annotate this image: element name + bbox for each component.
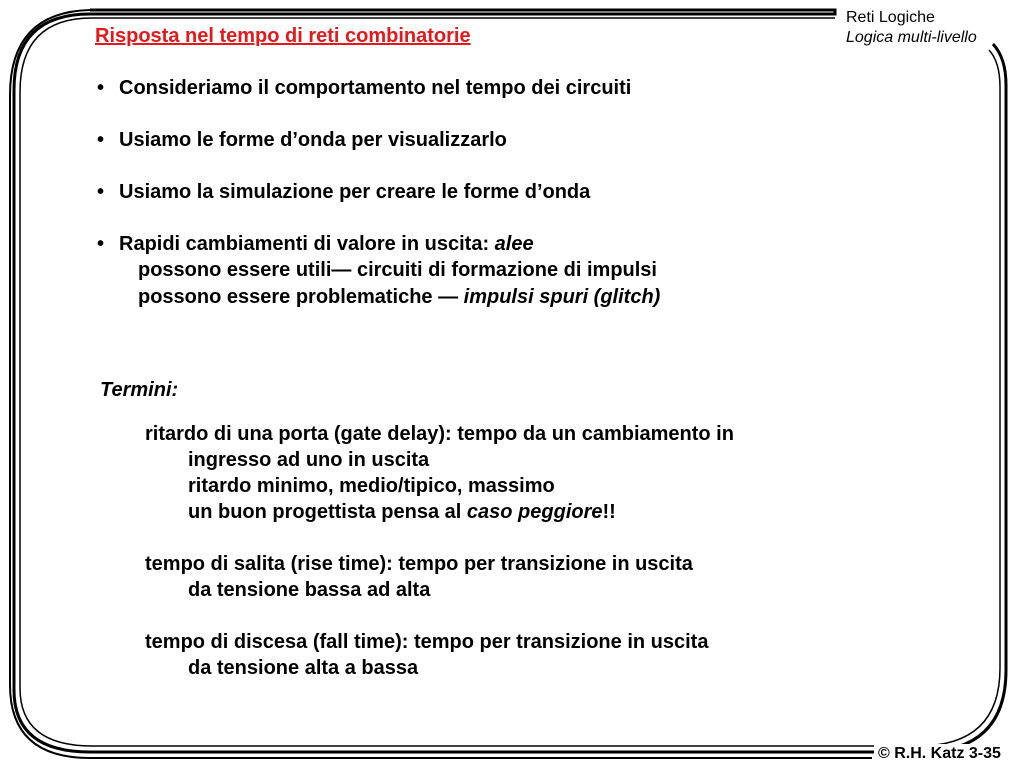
term-1-line-4 <box>188 499 616 525</box>
footer-copyright: © R.H. Katz 3-35 <box>874 744 1005 764</box>
sub-emphasis: impulsi spuri (glitch) <box>463 286 661 308</box>
term-suffix: !! <box>602 501 616 523</box>
term-1-line-1: ritardo di una porta (gate delay): tempo da un cambiamento in <box>145 423 734 445</box>
bullet-marker: • <box>97 129 105 151</box>
bullet-marker: • <box>97 77 105 99</box>
bullet-emphasis: alee <box>494 233 534 255</box>
sub-text: possono essere problematiche — <box>138 286 464 308</box>
bullet-marker: • <box>97 181 105 203</box>
terms-heading: Termini: <box>100 379 179 401</box>
bullet-4-sub-1: possono essere utili— circuiti di formazione di impulsi <box>138 259 657 281</box>
header-course: Reti Logiche <box>846 9 935 26</box>
term-3-line-2: da tensione alta a bassa <box>188 657 419 679</box>
term-3-line-1: tempo di discesa (fall time): tempo per transizione in uscita <box>145 631 709 653</box>
term-2-line-2: da tensione bassa ad alta <box>188 579 431 601</box>
frame-bottom-left-curve <box>10 685 872 758</box>
term-2-line-1: tempo di salita (rise time): tempo per transizione in uscita <box>145 553 693 575</box>
term-1-line-2: ingresso ad uno in uscita <box>188 449 430 471</box>
bullet-marker: • <box>97 233 105 255</box>
term-text: un buon progettista pensa al <box>188 501 467 523</box>
term-1-line-3: ritardo minimo, medio/tipico, massimo <box>188 475 555 497</box>
bullet-4 <box>97 231 534 257</box>
bullet-text: Usiamo la simulazione per creare le forme d’onda <box>119 181 591 203</box>
bullet-1 <box>97 75 631 101</box>
bullet-text: Consideriamo il comportamento nel tempo dei circuiti <box>119 77 632 99</box>
bullet-text: Rapidi cambiamenti di valore in uscita: <box>119 233 495 255</box>
term-emphasis: caso peggiore <box>466 501 603 523</box>
bullet-text: Usiamo le forme d’onda per visualizzarlo <box>119 129 507 151</box>
bullet-3 <box>97 179 590 205</box>
bullet-2 <box>97 127 507 153</box>
bullet-4-sub-2 <box>138 284 660 310</box>
header-chapter: Logica multi-livello <box>846 29 977 46</box>
page-title: Risposta nel tempo di reti combinatorie <box>95 25 471 47</box>
